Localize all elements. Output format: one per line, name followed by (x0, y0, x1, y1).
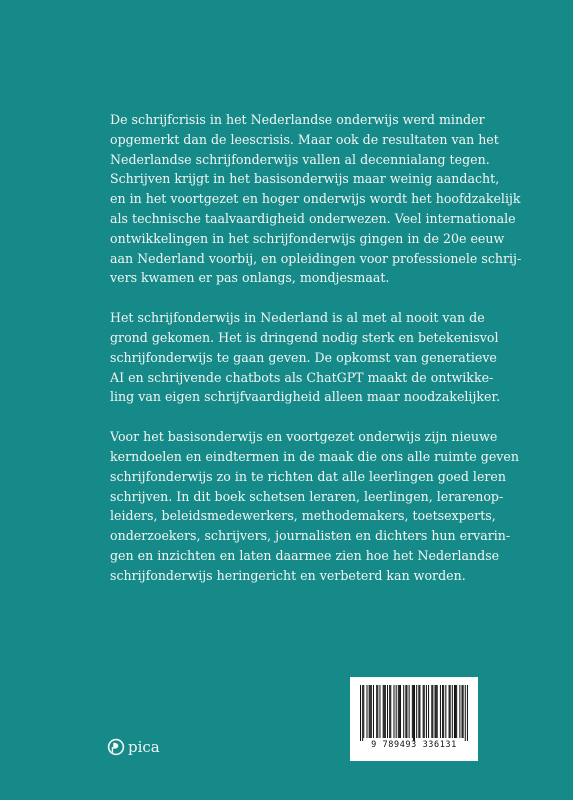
barcode-bar (389, 685, 390, 738)
text-line: Nederlandse schrijfonderwijs vallen al decennialang tegen. (110, 151, 490, 167)
barcode-bar (436, 685, 437, 738)
text-line: schrijven. In dit boek schetsen leraren, leerlingen, lerarenop- (110, 488, 504, 504)
barcode-bar (450, 685, 451, 738)
barcode-bar (413, 685, 414, 741)
barcode-bar (443, 685, 444, 738)
barcode-bar (373, 685, 374, 738)
paragraph-2 (110, 308, 501, 407)
barcode-bar (445, 685, 446, 738)
barcode-bar (416, 685, 417, 738)
barcode-bar (385, 685, 386, 738)
paragraph-1 (110, 110, 522, 288)
barcode-bar (376, 685, 377, 738)
text-line: leiders, beleidsmedewerkers, methodemakers, toetsexperts, (110, 508, 496, 524)
barcode-bar (400, 685, 401, 738)
text-line: schrijfonderwijs te gaan geven. De opkomst van generatieve (110, 349, 497, 365)
publisher-name: pica (128, 738, 160, 756)
barcode-bar (440, 685, 441, 738)
barcode-bar (456, 685, 457, 738)
text-line: AI en schrijvende chatbots als ChatGPT maakt de ontwikke- (110, 369, 494, 385)
barcode-bars (360, 685, 468, 741)
barcode-bar (465, 685, 466, 741)
text-line: gen en inzichten en laten daarmee zien hoe het Nederlandse (110, 547, 500, 563)
text-line: Het schrijfonderwijs in Nederland is al met al nooit van de (110, 310, 485, 326)
text-line: schrijfonderwijs heringericht en verbeterd kan worden. (110, 567, 466, 583)
barcode-bar (418, 685, 419, 738)
barcode-bar (424, 685, 425, 738)
barcode-bar (390, 685, 391, 738)
barcode-bar (399, 685, 400, 738)
text-line: kerndoelen en eindtermen in de maak die ons alle ruimte geven (110, 448, 519, 464)
barcode-bar (360, 685, 361, 741)
barcode-bar (366, 685, 367, 738)
barcode-bar (467, 685, 468, 741)
barcode-bar (383, 685, 384, 738)
barcode-bar (419, 685, 420, 738)
barcode-bar (362, 685, 363, 741)
text-line: schrijfonderwijs zo in te richten dat alle leerlingen goed leren (110, 468, 506, 484)
text-line: ontwikkelingen in het schrijfonderwijs gingen in de 20e eeuw (110, 230, 505, 246)
text-line: onderzoekers, schrijvers, journalisten en dichters hun ervarin- (110, 528, 511, 544)
text-line: als technische taalvaardigheid onderwezen. Veel internationale (110, 210, 516, 226)
barcode-bar (437, 685, 438, 738)
barcode-bar (379, 685, 380, 738)
text-line: De schrijfcrisis in het Nederlandse onderwijs werd minder (110, 112, 485, 127)
barcode-bar (396, 685, 397, 738)
barcode-bar (431, 685, 432, 738)
text-line: Schrijven krijgt in het basisonderwijs maar weinig aandacht, (110, 171, 500, 187)
barcode-bar (387, 685, 388, 738)
barcode-bar (369, 685, 370, 738)
barcode-bar (409, 685, 410, 738)
barcode-bar (452, 685, 453, 738)
barcode-bar (455, 685, 456, 738)
barcode-bar (414, 685, 415, 741)
barcode-bar (405, 685, 406, 738)
barcode-bar (377, 685, 378, 738)
barcode-bar (442, 685, 443, 738)
barcode-bar (403, 685, 404, 738)
text-line: ling van eigen schrijfvaardigheid alleen maar noodzakelijker. (110, 389, 501, 405)
barcode-bar (432, 685, 433, 738)
publisher-logo (107, 737, 160, 756)
pica-logo-icon (107, 738, 125, 756)
barcode-bar (454, 685, 455, 738)
text-line: vers kwamen er pas onlangs, mondjesmaat. (110, 270, 390, 286)
barcode-bar (398, 685, 399, 738)
barcode-bar (463, 685, 464, 738)
barcode-bar (363, 685, 364, 738)
barcode-bar (426, 685, 427, 738)
text-line: opgemerkt dan de leescrisis. Maar ook de resultaten van het (110, 131, 499, 147)
isbn-barcode (350, 677, 478, 761)
barcode-bar (423, 685, 424, 738)
barcode-bar (412, 685, 413, 738)
text-line: aan Nederland voorbij, en opleidingen voor professionele schrij- (110, 250, 522, 266)
barcode-bar (370, 685, 371, 738)
barcode-bar (459, 685, 460, 738)
barcode-bar (384, 685, 385, 738)
barcode-bar (435, 685, 436, 738)
text-line: Voor het basisonderwijs en voortgezet onderwijs zijn nieuwe (110, 429, 498, 445)
barcode-bar (406, 685, 407, 738)
paragraph-3 (110, 427, 519, 585)
text-line: en in het voortgezet en hoger onderwijs wordt het hoofdzakelijk (110, 191, 521, 207)
barcode-bar (371, 685, 372, 738)
barcode-digits: 9 789493 336131 (371, 740, 457, 750)
barcode-bar (449, 685, 450, 738)
barcode-bar (393, 685, 394, 738)
blurb-text (110, 110, 522, 606)
barcode-bar (462, 685, 463, 738)
barcode-bar (428, 685, 429, 738)
text-line: grond gekomen. Het is dringend nodig sterk en betekenisvol (110, 329, 499, 345)
